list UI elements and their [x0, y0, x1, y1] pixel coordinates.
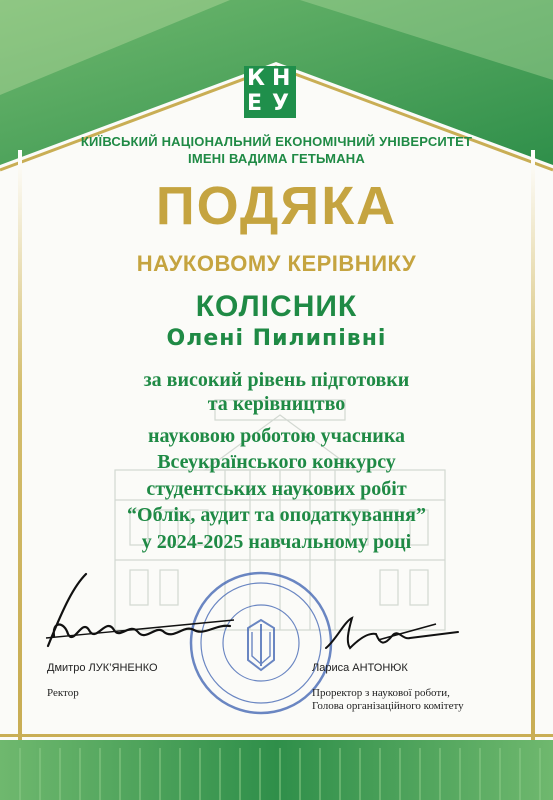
logo-letter: К [247, 66, 265, 91]
vice-rector-title-line2: Голова організаційного комітету [312, 700, 464, 712]
citation-line: Всеукраїнського конкурсу [157, 451, 396, 473]
rector-title: Ректор [47, 687, 79, 699]
logo-letter: Н [272, 66, 291, 91]
recipient-given-names: Олені Пилипівні [166, 326, 387, 351]
logo-letter: Е [247, 91, 263, 116]
citation-line: науковою роботою учасника [147, 425, 406, 447]
citation-line: за високий рівень підготовки [143, 369, 410, 391]
university-name-line2: ІМЕНІ ВАДИМА ГЕТЬМАНА [188, 151, 365, 166]
citation-line: у 2024-2025 навчальному році [141, 531, 412, 553]
university-name-line1: КИЇВСЬКИЙ НАЦІОНАЛЬНИЙ ЕКОНОМІЧНИЙ УНІВЕРСИТЕТ [80, 134, 473, 149]
footer-decoration [0, 728, 553, 800]
citation-line: “Облік, аудит та оподаткування” [127, 504, 426, 526]
citation-line: студентських наукових робіт [146, 478, 407, 500]
rector-signature [34, 566, 244, 656]
vice-rector-signature [318, 610, 468, 660]
vice-rector-name: Лариса АНТОНЮК [312, 662, 408, 674]
certificate-title: ПОДЯКА [155, 176, 398, 236]
rector-name: Дмитро ЛУК’ЯНЕНКО [47, 662, 158, 674]
citation-line: та керівництво [207, 393, 346, 415]
vice-rector-title-line1: Проректор з наукової роботи, [312, 687, 450, 699]
university-logo [244, 66, 296, 118]
recipient-surname: КОЛІСНИК [195, 290, 358, 323]
certificate-subtitle: НАУКОВОМУ КЕРІВНИКУ [136, 251, 417, 276]
logo-letter: У [272, 91, 289, 116]
